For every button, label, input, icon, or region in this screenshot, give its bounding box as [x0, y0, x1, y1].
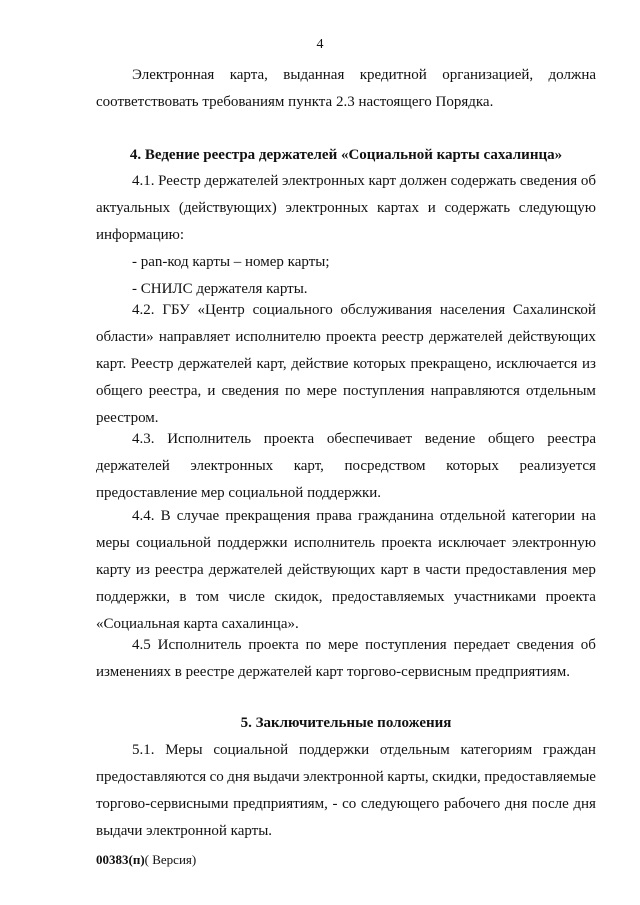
word: карта,: [229, 67, 268, 83]
text-line: [96, 195, 596, 222]
word: права: [316, 508, 352, 524]
word: общего: [96, 383, 143, 399]
word: проекта: [381, 535, 432, 551]
word: Исполнитель: [167, 431, 252, 447]
word: числе: [228, 589, 265, 605]
text-line: информацию:: [96, 227, 185, 243]
word: электронную: [512, 535, 596, 551]
paragraph-4-3: [96, 426, 596, 507]
word: дня: [504, 796, 528, 812]
paragraph-4-5: [96, 632, 596, 686]
word: 4.4.: [132, 508, 155, 524]
word: граждан: [542, 742, 596, 758]
text-line: [96, 584, 596, 611]
word: держателей: [96, 458, 170, 474]
text-line: [96, 737, 596, 764]
text-line: «Социальная карта сахалинца».: [96, 616, 299, 632]
word: категории: [511, 508, 576, 524]
word: отдельным: [379, 742, 450, 758]
word: держателей: [208, 562, 283, 578]
word: реестра: [154, 562, 204, 578]
text-line: [96, 453, 596, 480]
word: Сахалинской: [512, 302, 596, 318]
word: части: [425, 562, 461, 578]
word: и: [427, 200, 436, 216]
word: дня: [573, 796, 596, 812]
word: держателей: [178, 356, 252, 372]
word: держателей: [428, 329, 503, 345]
word: в: [179, 589, 187, 605]
text-line: [96, 168, 596, 195]
document-footer: [96, 852, 196, 868]
word: после: [532, 796, 569, 812]
word: проекта: [248, 637, 299, 653]
word: 4.1.: [132, 173, 155, 189]
word: должна: [548, 67, 596, 83]
word: реализуется: [519, 458, 596, 474]
word: поступления: [365, 637, 447, 653]
word: социальной: [213, 742, 289, 758]
word: которых: [353, 356, 406, 372]
word: посредством: [344, 458, 426, 474]
text-line: [96, 530, 596, 557]
word: отдельной: [439, 508, 506, 524]
text-line: [96, 297, 596, 324]
text-line: [96, 426, 596, 453]
list-item-pan: - pan-код карты – номер карты;: [132, 254, 330, 270]
word: поддержки: [298, 742, 370, 758]
word: передает: [453, 637, 510, 653]
word: действующих: [508, 329, 596, 345]
text-line: [96, 351, 596, 378]
word: поступления: [343, 383, 425, 399]
word: том: [195, 589, 220, 605]
word: направляются: [430, 383, 520, 399]
text-line: [96, 632, 596, 659]
word: реестр: [381, 329, 424, 345]
word: проекта: [545, 589, 596, 605]
word: электронных: [282, 173, 365, 189]
word: «Центр: [197, 302, 245, 318]
word: предоставления: [465, 562, 568, 578]
text-line: реестром.: [96, 410, 159, 426]
text-line: предоставление мер социальной поддержки.: [96, 485, 382, 501]
word: карт,: [256, 356, 287, 372]
document-code: 00383(п): [96, 852, 145, 867]
word: мер: [572, 562, 596, 578]
word: должен: [399, 173, 447, 189]
word: выдачи: [253, 769, 300, 785]
word: случае: [176, 508, 220, 524]
word: картах: [377, 200, 419, 216]
word: 4.3.: [132, 431, 155, 447]
word: рабочего: [443, 796, 501, 812]
word: 5.1.: [132, 742, 155, 758]
word: категориям: [460, 742, 533, 758]
word: В: [160, 508, 171, 524]
word: действие: [291, 356, 349, 372]
word: предоставляемых: [331, 589, 445, 605]
paragraph-4-1: [96, 168, 596, 303]
word: действующих: [287, 562, 376, 578]
paragraph-card-requirements: [96, 62, 596, 116]
word: населения: [439, 302, 506, 318]
word: Реестр: [158, 173, 201, 189]
word: прекращено,: [410, 356, 492, 372]
word: исполнителю: [235, 329, 321, 345]
word: сведения: [221, 383, 279, 399]
word: Исполнитель: [157, 637, 242, 653]
word: предприятиям,: [233, 796, 328, 812]
word: следующего: [360, 796, 440, 812]
word: карт: [368, 173, 397, 189]
paragraph-4-2: [96, 297, 596, 432]
word: карту: [96, 562, 131, 578]
word: электронной: [303, 769, 384, 785]
word: мере: [327, 637, 359, 653]
text-line: [96, 62, 596, 89]
paragraph-5-1: [96, 737, 596, 845]
text-line: изменениях в реестре держателей карт торгово-сервисным предприятиям.: [96, 664, 571, 680]
word: со: [209, 769, 224, 785]
list-item-snils: - СНИЛС держателя карты.: [132, 281, 308, 297]
word: прекращения: [225, 508, 311, 524]
word: содержать: [444, 200, 511, 216]
word: держателей: [204, 173, 279, 189]
text-line: выдачи электронной карты.: [96, 823, 273, 839]
text-line: [96, 557, 596, 584]
word: предоставляются: [96, 769, 207, 785]
word: направляет: [158, 329, 231, 345]
word: со: [342, 796, 357, 812]
word: меры: [96, 535, 130, 551]
word: кредитной: [359, 67, 427, 83]
word: на: [581, 508, 596, 524]
word: социального: [252, 302, 333, 318]
word: торгово-сервисными: [96, 796, 229, 812]
section-5-heading: 5. Заключительные положения: [240, 715, 452, 731]
word: социальной: [136, 535, 211, 551]
word: области»: [96, 329, 154, 345]
word: 4.2.: [132, 302, 155, 318]
word: из: [135, 562, 150, 578]
word: мере: [306, 383, 337, 399]
text-line: [96, 378, 596, 405]
word: из: [582, 356, 596, 372]
word: гражданина: [358, 508, 434, 524]
word: ведение: [424, 431, 476, 447]
word: скидки,: [432, 769, 481, 785]
word: следующую: [518, 200, 596, 216]
word: реестра: [547, 431, 596, 447]
word: общего: [487, 431, 535, 447]
section-4-heading: 4. Ведение реестра держателей «Социальной карты сахалинца»: [129, 147, 563, 163]
word: дня: [227, 769, 250, 785]
page-number: 4: [316, 37, 324, 52]
word: скидок,: [274, 589, 323, 605]
word: сведения: [516, 637, 574, 653]
word: карт: [380, 562, 409, 578]
word: участниками: [453, 589, 537, 605]
word: -: [332, 796, 338, 812]
text-line: соответствовать требованиям пункта 2.3 настоящего Порядка.: [96, 94, 494, 110]
text-line: [96, 764, 596, 791]
word: обслуживания: [340, 302, 433, 318]
word: исполнитель: [293, 535, 376, 551]
word: организацией,: [442, 67, 534, 83]
word: содержать: [450, 173, 517, 189]
text-line: [96, 791, 596, 818]
text-line: [96, 324, 596, 351]
word: по: [305, 637, 322, 653]
word: предоставляемые: [484, 769, 596, 785]
word: выданная: [283, 67, 345, 83]
word: Электронная: [132, 67, 215, 83]
word: проекта: [263, 431, 315, 447]
word: карты,: [387, 769, 429, 785]
word: Реестр: [130, 356, 174, 372]
word: реестра,: [148, 383, 202, 399]
word: 4.5: [132, 637, 151, 653]
word: и: [207, 383, 216, 399]
word: которых: [446, 458, 499, 474]
word: Меры: [165, 742, 203, 758]
word: об: [580, 637, 596, 653]
word: (действующих): [178, 200, 277, 216]
word: поддержки: [217, 535, 288, 551]
word: в: [413, 562, 421, 578]
word: по: [284, 383, 301, 399]
word: обеспечивает: [326, 431, 413, 447]
paragraph-4-4: [96, 503, 596, 638]
word: электронных: [190, 458, 274, 474]
word: поддержки,: [96, 589, 170, 605]
word: карт,: [293, 458, 324, 474]
word: отдельным: [526, 383, 596, 399]
word: сведения: [519, 173, 578, 189]
word: ГБУ: [162, 302, 190, 318]
word: об: [580, 173, 596, 189]
word: проекта: [326, 329, 377, 345]
document-version: ( Версия): [144, 852, 197, 867]
word: электронных: [285, 200, 369, 216]
text-line: [96, 503, 596, 530]
word: исключает: [438, 535, 506, 551]
word: исключается: [496, 356, 578, 372]
word: актуальных: [96, 200, 171, 216]
word: карт.: [96, 356, 127, 372]
